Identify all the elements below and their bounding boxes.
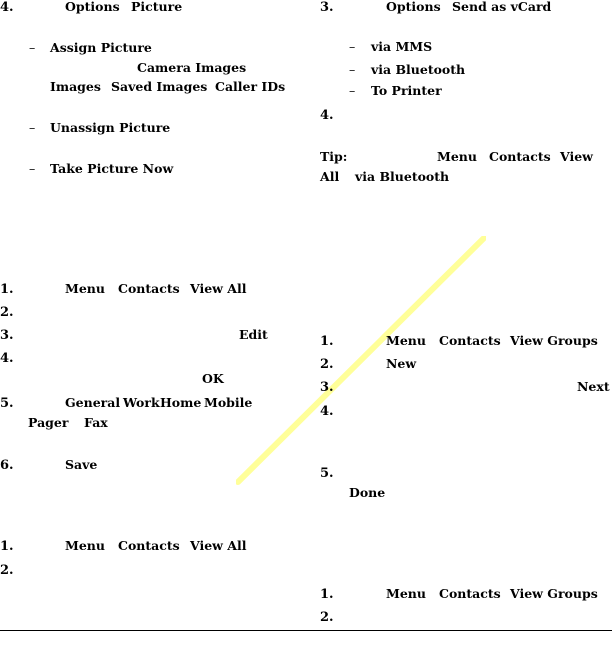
edit-label: Edit	[239, 327, 268, 342]
done-label: Done	[349, 485, 386, 500]
view-groups-label: View Groups	[510, 333, 598, 348]
camera-images-label: Camera Images	[137, 60, 247, 75]
step-number: 5.	[320, 466, 334, 481]
assign-picture-label: Assign Picture	[50, 40, 152, 55]
home-label: Home	[160, 395, 202, 410]
via-bluetooth-label: via Bluetooth	[371, 62, 466, 77]
to-printer-label: To Printer	[371, 83, 442, 98]
unassign-picture-label: Unassign Picture	[50, 120, 171, 135]
work-label: Work	[123, 395, 160, 410]
step-number: 4.	[0, 0, 14, 15]
options-menu-label: Options	[65, 0, 120, 14]
menu-label: Menu	[65, 281, 105, 296]
contacts-label: Contacts	[439, 586, 501, 601]
view-all-label: View All	[190, 538, 247, 553]
contacts-label: Contacts	[439, 333, 501, 348]
bullet-dash: –	[29, 161, 36, 176]
step-number: 1.	[320, 334, 334, 349]
view-all-label: View All	[190, 281, 247, 296]
menu-label: Menu	[386, 333, 426, 348]
pager-label: Pager	[28, 415, 69, 430]
step-number: 2.	[320, 610, 334, 625]
contacts-label: Contacts	[118, 281, 180, 296]
contacts-label: Contacts	[118, 538, 180, 553]
new-label: New	[386, 356, 417, 371]
send-as-vcard-label: Send as vCard	[452, 0, 552, 14]
fax-label: Fax	[84, 415, 108, 430]
mobile-label: Mobile	[204, 395, 253, 410]
step-number: 1.	[0, 539, 14, 554]
menu-label: Menu	[437, 149, 477, 164]
step-number: 2.	[0, 305, 14, 320]
next-label: Next	[577, 379, 610, 394]
step-number: 6.	[0, 458, 14, 473]
menu-label: Menu	[386, 586, 426, 601]
step-number: 4.	[320, 404, 334, 419]
step-number: 3.	[0, 328, 14, 343]
view-groups-label: View Groups	[510, 586, 598, 601]
step-number: 2.	[0, 563, 14, 578]
all-label: All	[320, 169, 340, 184]
save-label: Save	[65, 457, 98, 472]
bullet-dash: –	[29, 40, 36, 55]
menu-label: Menu	[65, 538, 105, 553]
tip-label: Tip:	[320, 149, 348, 164]
saved-images-label: Saved Images	[111, 79, 208, 94]
options-menu-label: Options	[386, 0, 441, 14]
step-number: 2.	[320, 357, 334, 372]
step-number: 5.	[0, 396, 14, 411]
ok-label: OK	[202, 371, 224, 386]
picture-menu-label: Picture	[131, 0, 183, 14]
step-number: 4.	[0, 351, 14, 366]
via-bluetooth-label: via Bluetooth	[355, 169, 450, 184]
bullet-dash: –	[349, 39, 356, 54]
step-number: 3.	[320, 0, 334, 15]
via-mms-label: via MMS	[371, 39, 433, 54]
step-number: 1.	[0, 282, 14, 297]
view-label: View	[560, 149, 593, 164]
bullet-dash: –	[349, 83, 356, 98]
bullet-dash: –	[29, 120, 36, 135]
step-number: 4.	[320, 108, 334, 123]
contacts-label: Contacts	[489, 149, 551, 164]
images-label: Images	[50, 79, 101, 94]
step-number: 1.	[320, 587, 334, 602]
page-bottom-rule	[0, 630, 612, 631]
bullet-dash: –	[349, 62, 356, 77]
caller-ids-label: Caller IDs	[215, 79, 286, 94]
general-label: General	[65, 395, 121, 410]
step-number: 3.	[320, 380, 334, 395]
watermark-stroke	[236, 236, 486, 486]
take-picture-now-label: Take Picture Now	[50, 161, 174, 176]
